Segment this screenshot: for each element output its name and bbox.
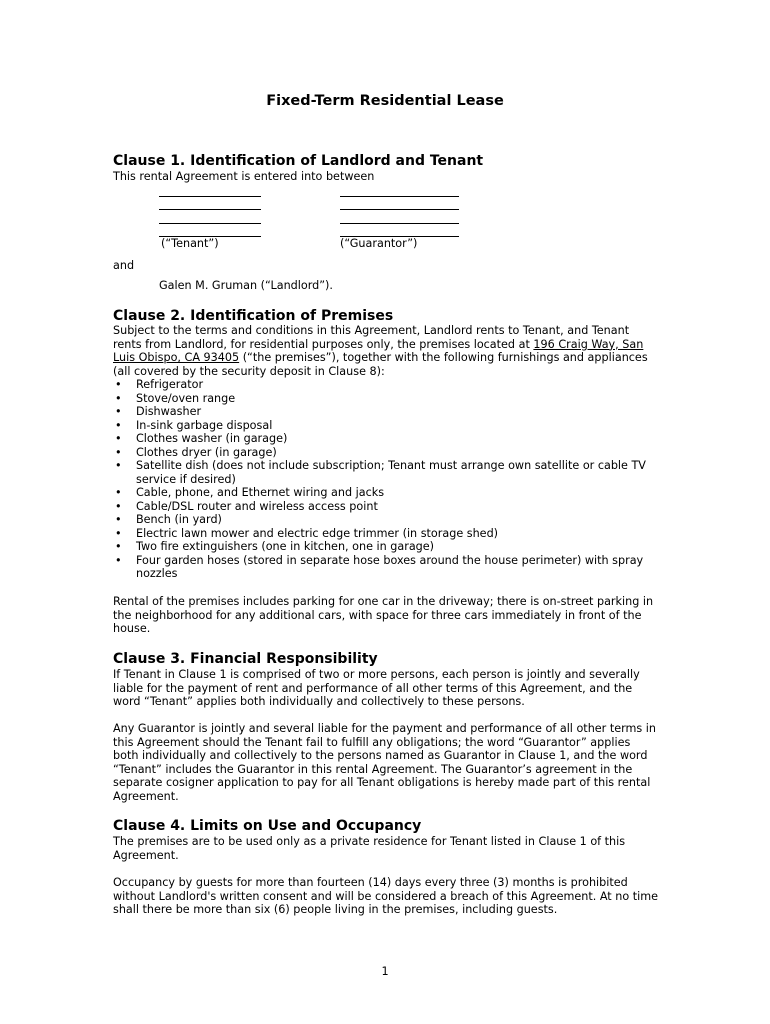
clause-2-intro-end: (“the premises”), together with the following furnishings and appliances (all covered by the security deposit in Clause 8): xyxy=(113,351,648,378)
clause-3-heading: Clause 3. Financial Responsibility xyxy=(113,651,378,667)
premises-address: 196 Craig Way, San Luis Obispo, CA 93405 xyxy=(113,337,644,364)
list-item: • Four garden hoses (stored in separate hose boxes around the house perimeter) with spray nozzles xyxy=(113,554,658,581)
list-item: • Cable/DSL router and wireless access point xyxy=(113,500,658,514)
clause-4-heading: Clause 4. Limits on Use and Occupancy xyxy=(113,818,422,834)
clause-3-paragraph-2: Any Guarantor is jointly and several liable for the payment and performance of all other terms in this Agreement should the Tenant fail to fulfill any obligations; the word “Guarantor” applies both individually and collectively to the persons named as Guarantor in Clause 1, and the word “Tenant” includes the Guarantor in this rental Agreement. The Guarantor’s agreement in the separate cosigner application to pay for all Tenant obligations is hereby made part of this rental Agreement. xyxy=(113,722,656,803)
clause-2-heading: Clause 2. Identification of Premises xyxy=(113,308,394,324)
guarantor-signature-line-1[interactable] xyxy=(340,196,459,197)
guarantor-signature-line-2[interactable] xyxy=(340,209,459,210)
list-item: • Electric lawn mower and electric edge trimmer (in storage shed) xyxy=(113,527,658,541)
list-item: • Refrigerator xyxy=(113,378,658,392)
clause-3-paragraph-1: If Tenant in Clause 1 is comprised of two or more persons, each person is jointly and severally liable for the payment of rent and performance of all other terms of this Agreement, and the word “Tenant” applies both individually and collectively to these persons. xyxy=(113,668,640,708)
and-text: and xyxy=(113,259,135,272)
landlord-name: Galen M. Gruman (“Landlord”). xyxy=(159,279,333,292)
clause-1-heading: Clause 1. Identification of Landlord and Tenant xyxy=(113,153,484,169)
clause-4-paragraph-2: Occupancy by guests for more than fourteen (14) days every three (3) months is prohibited without Landlord's written consent and will be considered a breach of this Agreement. At no time shall there be more than six (6) people living in the premises, including guests. xyxy=(113,876,659,916)
tenant-label: (“Tenant”) xyxy=(161,237,219,250)
guarantor-label: (“Guarantor”) xyxy=(340,237,418,250)
clause-2-intro xyxy=(113,324,658,378)
furnishings-list xyxy=(113,378,658,581)
parking-paragraph: Rental of the premises includes parking for one car in the driveway; there is on-street parking in the neighborhood for any additional cars, with space for three cars immediately in front of the house. xyxy=(113,595,654,635)
clause-4-paragraph-1: The premises are to be used only as a private residence for Tenant listed in Clause 1 of this Agreement. xyxy=(113,835,626,862)
list-item: • Clothes dryer (in garage) xyxy=(113,446,658,460)
document-title: Fixed-Term Residential Lease xyxy=(266,93,504,109)
list-item: • Dishwasher xyxy=(113,405,658,419)
list-item: • Bench (in yard) xyxy=(113,513,658,527)
tenant-signature-line-3[interactable] xyxy=(159,223,261,224)
tenant-signature-line-1[interactable] xyxy=(159,196,261,197)
list-item: • Cable, phone, and Ethernet wiring and jacks xyxy=(113,486,658,500)
list-item: • Stove/oven range xyxy=(113,392,658,406)
list-item: • Two fire extinguishers (one in kitchen, one in garage) xyxy=(113,540,658,554)
page-number: 1 xyxy=(381,965,389,978)
clause-1-intro: This rental Agreement is entered into between xyxy=(113,170,375,183)
list-item: • Satellite dish (does not include subscription; Tenant must arrange own satellite or cable TV service if desired) xyxy=(113,459,658,486)
clause-2-intro-text: Subject to the terms and conditions in this Agreement, Landlord rents to Tenant, and Tenant rents from Landlord, for residential purposes only, the premises located at xyxy=(113,324,630,351)
list-item: • In-sink garbage disposal xyxy=(113,419,658,433)
guarantor-signature-line-3[interactable] xyxy=(340,223,459,224)
tenant-signature-line-2[interactable] xyxy=(159,209,261,210)
list-item: • Clothes washer (in garage) xyxy=(113,432,658,446)
